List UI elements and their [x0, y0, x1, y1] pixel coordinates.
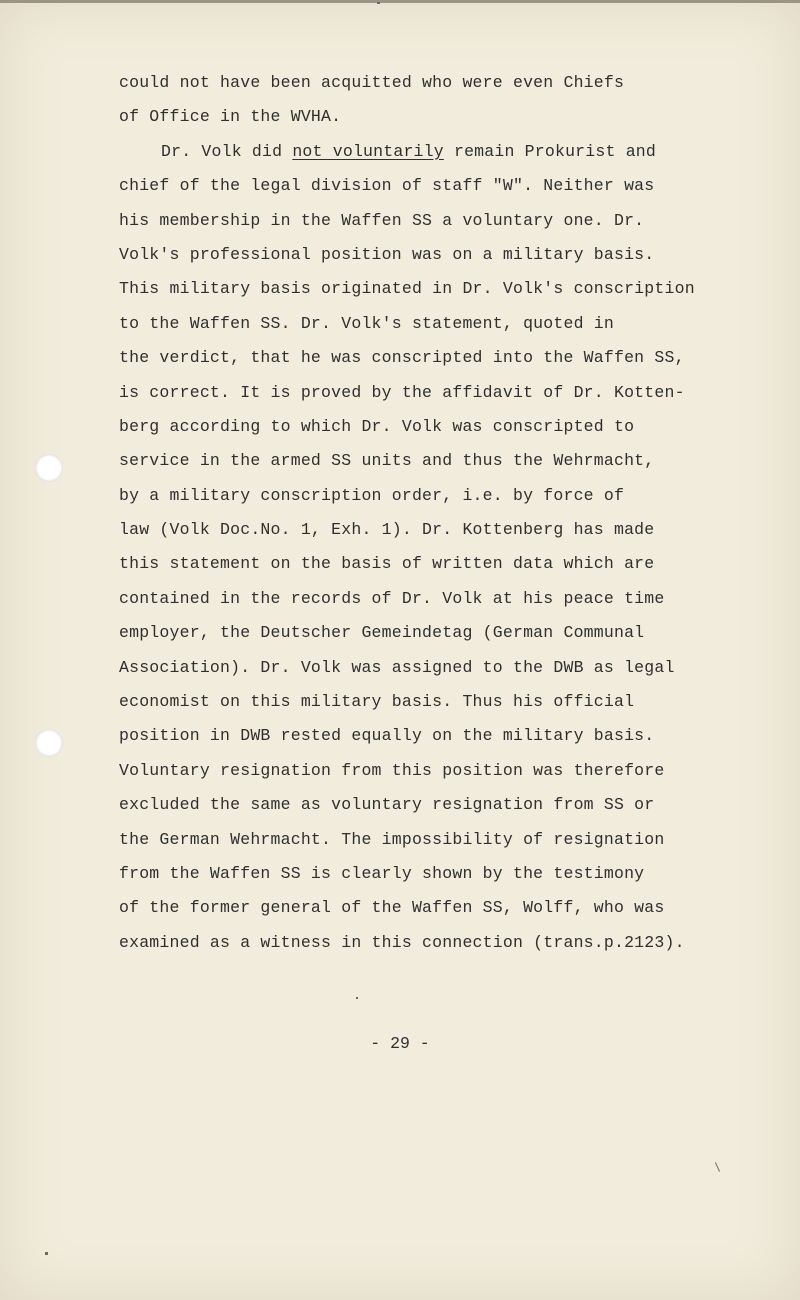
typed-text-body	[119, 66, 759, 960]
text-line: service in the armed SS units and thus the Wehrmacht,	[119, 451, 655, 471]
punch-hole	[35, 454, 63, 482]
text-line: contained in the records of Dr. Volk at his peace time	[119, 588, 665, 608]
text-line: the verdict, that he was conscripted into the Waffen SS,	[119, 348, 685, 368]
paragraph-start-line	[119, 135, 759, 169]
text-line: this statement on the basis of written data which are	[119, 554, 655, 574]
text-line: of the former general of the Waffen SS, Wolff, who was	[119, 898, 665, 918]
text-line: his membership in the Waffen SS a voluntary one. Dr.	[119, 210, 645, 230]
text-line: Volk's professional position was on a military basis.	[119, 244, 655, 264]
paper-speck	[356, 997, 358, 999]
text-line: examined as a witness in this connection (trans.p.2123).	[119, 932, 685, 952]
text-line: law (Volk Doc.No. 1, Exh. 1). Dr. Kottenberg has made	[119, 520, 655, 540]
text-line: is correct. It is proved by the affidavit of Dr. Kotten-	[119, 382, 685, 402]
paper-speck	[377, 2, 380, 4]
text-line: to the Waffen SS. Dr. Volk's statement, quoted in	[119, 313, 614, 333]
text-line: the German Wehrmacht. The impossibility of resignation	[119, 829, 665, 849]
text-line: berg according to which Dr. Volk was conscripted to	[119, 416, 635, 436]
text-segment: remain Prokurist and	[443, 141, 656, 161]
text-line: of Office in the WVHA.	[119, 107, 342, 127]
paper-speck	[45, 1252, 48, 1255]
text-line: could not have been acquitted who were even Chiefs	[119, 73, 625, 92]
paper-speck	[715, 1162, 720, 1171]
text-line: excluded the same as voluntary resignation from SS or	[119, 795, 655, 815]
text-line: Association). Dr. Volk was assigned to the DWB as legal	[119, 657, 675, 677]
text-line: from the Waffen SS is clearly shown by the testimony	[119, 863, 645, 883]
text-line: employer, the Deutscher Gemeindetag (German Communal	[119, 623, 645, 643]
text-line: by a military conscription order, i.e. by force of	[119, 485, 625, 505]
underlined-text: not voluntarily	[292, 141, 444, 161]
punch-hole	[35, 729, 63, 757]
page-top-edge	[0, 0, 800, 3]
text-line: economist on this military basis. Thus his official	[119, 692, 635, 712]
page-number: - 29 -	[370, 1034, 430, 1053]
text-segment: Dr. Volk did	[161, 141, 293, 161]
text-line: Voluntary resignation from this position was therefore	[119, 760, 665, 780]
text-line: position in DWB rested equally on the military basis.	[119, 726, 655, 746]
text-line: This military basis originated in Dr. Volk's conscription	[119, 279, 695, 299]
text-line: chief of the legal division of staff "W". Neither was	[119, 176, 655, 196]
